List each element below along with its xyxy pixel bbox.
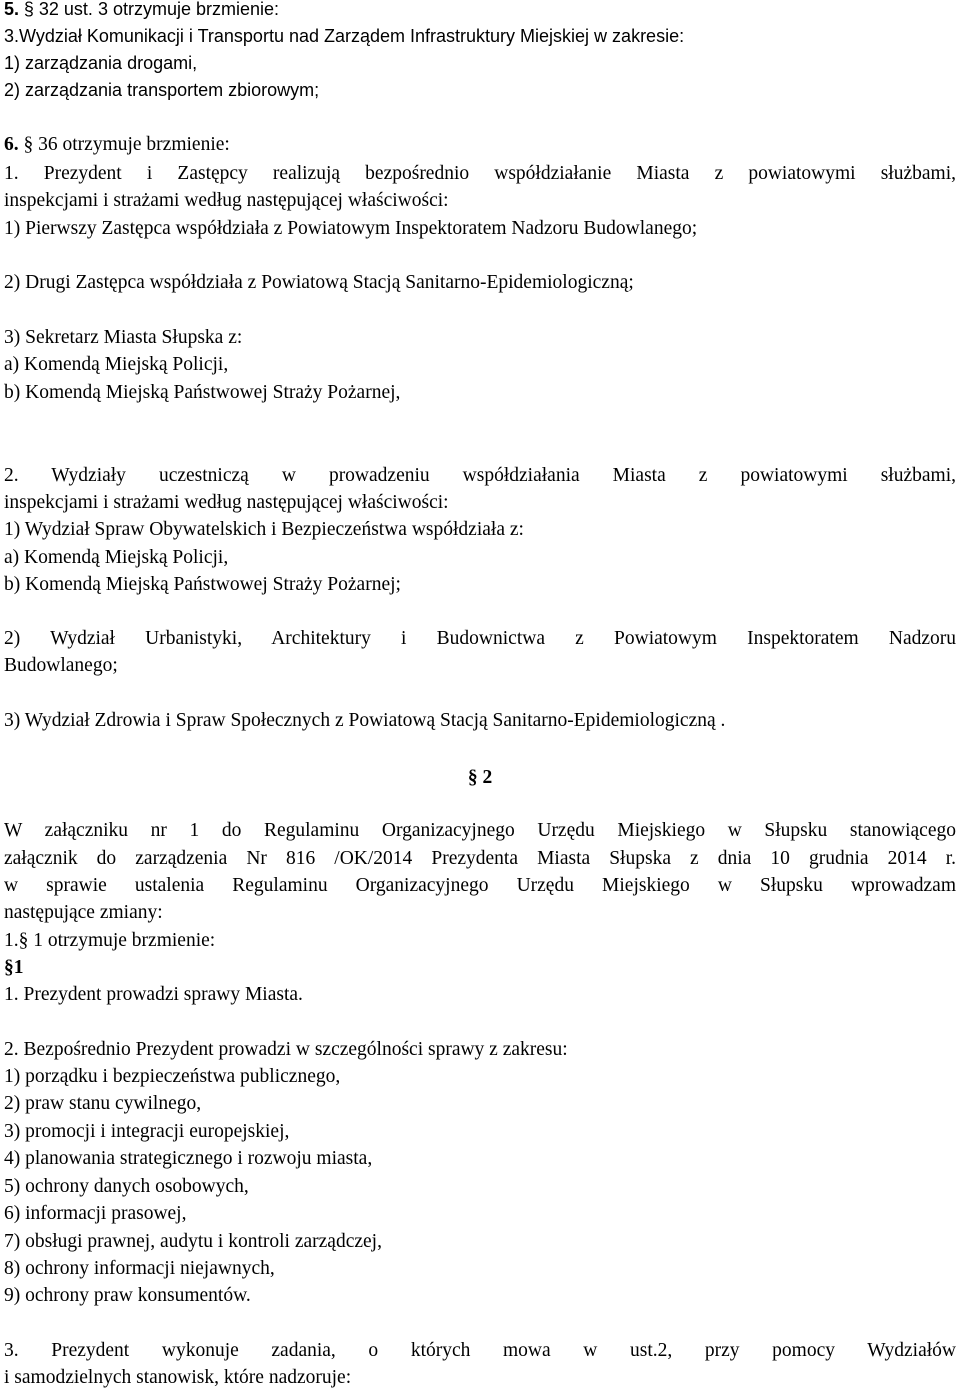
paragraph-line: 1. Prezydent prowadzi sprawy Miasta. xyxy=(4,984,303,1005)
section-heading: § 2 xyxy=(467,767,493,788)
list-item: 3) promocji i integracji europejskiej, xyxy=(4,1121,290,1142)
list-item: 7) obsługi prawnej, audytu i kontroli zarządczej, xyxy=(4,1231,382,1252)
list-item: 1) porządku i bezpieczeństwa publicznego, xyxy=(4,1066,341,1087)
paragraph-line: b) Komendą Miejską Państwowej Straży Pożarnej, xyxy=(4,382,401,403)
item-number: 6. xyxy=(4,134,19,155)
paragraph-line: 2) Wydział Urbanistyki, Architektury i Budownictwa z Powiatowym Inspektoratem Nadzoru xyxy=(4,628,956,649)
item-5-heading xyxy=(4,0,279,23)
paragraph-line: 1) Wydział Spraw Obywatelskich i Bezpieczeństwa współdziała z: xyxy=(4,519,524,540)
paragraph-line: 1.§ 1 otrzymuje brzmienie: xyxy=(4,930,216,951)
paragraph-line: i samodzielnych stanowisk, które nadzoruje: xyxy=(4,1367,352,1388)
paragraph-line: 2. Bezpośrednio Prezydent prowadzi w szczególności sprawy z zakresu: xyxy=(4,1039,568,1060)
paragraph-line: w sprawie ustalenia Regulaminu Organizacyjnego Urzędu Miejskiego w Słupsku wprowadzam xyxy=(4,875,956,896)
item-number: 5. xyxy=(4,0,20,19)
paragraph-line: a) Komendą Miejską Policji, xyxy=(4,354,229,375)
list-item: 5) ochrony danych osobowych, xyxy=(4,1176,249,1197)
paragraph-line: a) Komendą Miejską Policji, xyxy=(4,547,229,568)
paragraph-line: inspekcjami i strażami według następującej właściwości: xyxy=(4,190,449,211)
paragraph-line: W załączniku nr 1 do Regulaminu Organizacyjnego Urzędu Miejskiego w Słupsku stanowiącego xyxy=(4,820,956,841)
item-text: § 32 ust. 3 otrzymuje brzmienie: xyxy=(23,0,280,19)
paragraph-line: inspekcjami i strażami według następującej właściwości: xyxy=(4,492,449,513)
paragraph-line: 1) Pierwszy Zastępca współdziała z Powiatowym Inspektoratem Nadzoru Budowlanego; xyxy=(4,218,698,239)
paragraph-line: 3.Wydział Komunikacji i Transportu nad Zarządem Infrastruktury Miejskiej w zakresie: xyxy=(4,26,685,46)
paragraph-line: 1. Prezydent i Zastępcy realizują bezpośrednio współdziałanie Miasta z powiatowymi służbami, xyxy=(4,163,956,184)
list-item: 2) praw stanu cywilnego, xyxy=(4,1093,202,1114)
paragraph-line: Budowlanego; xyxy=(4,655,118,676)
paragraph-line: 1) zarządzania drogami, xyxy=(4,53,198,73)
list-item: 6) informacji prasowej, xyxy=(4,1203,187,1224)
list-item: 9) ochrony praw konsumentów. xyxy=(4,1285,251,1306)
paragraph-line: b) Komendą Miejską Państwowej Straży Pożarnej; xyxy=(4,574,401,595)
item-text: § 36 otrzymuje brzmienie: xyxy=(23,134,230,155)
sub-section-heading: §1 xyxy=(4,957,24,978)
paragraph-line: 3) Sekretarz Miasta Słupska z: xyxy=(4,327,243,348)
paragraph-line: 2) zarządzania transportem zbiorowym; xyxy=(4,80,320,100)
paragraph-line: 3. Prezydent wykonuje zadania, o których mowa w ust.2, przy pomocy Wydziałów xyxy=(4,1340,956,1361)
paragraph-line: załącznik do zarządzenia Nr 816 /OK/2014 Prezydenta Miasta Słupska z dnia 10 grudnia 2014 r. xyxy=(4,848,956,869)
list-item: 4) planowania strategicznego i rozwoju miasta, xyxy=(4,1148,373,1169)
item-6-heading xyxy=(4,131,230,158)
paragraph-line: następujące zmiany: xyxy=(4,902,163,923)
paragraph-line: 2. Wydziały uczestniczą w prowadzeniu współdziałania Miasta z powiatowymi służbami, xyxy=(4,465,956,486)
paragraph-line: 2) Drugi Zastępca współdziała z Powiatową Stacją Sanitarno-Epidemiologiczną; xyxy=(4,272,634,293)
list-item: 8) ochrony informacji niejawnych, xyxy=(4,1258,275,1279)
paragraph-line: 3) Wydział Zdrowia i Spraw Społecznych z Powiatową Stacją Sanitarno-Epidemiologiczną . xyxy=(4,710,726,731)
